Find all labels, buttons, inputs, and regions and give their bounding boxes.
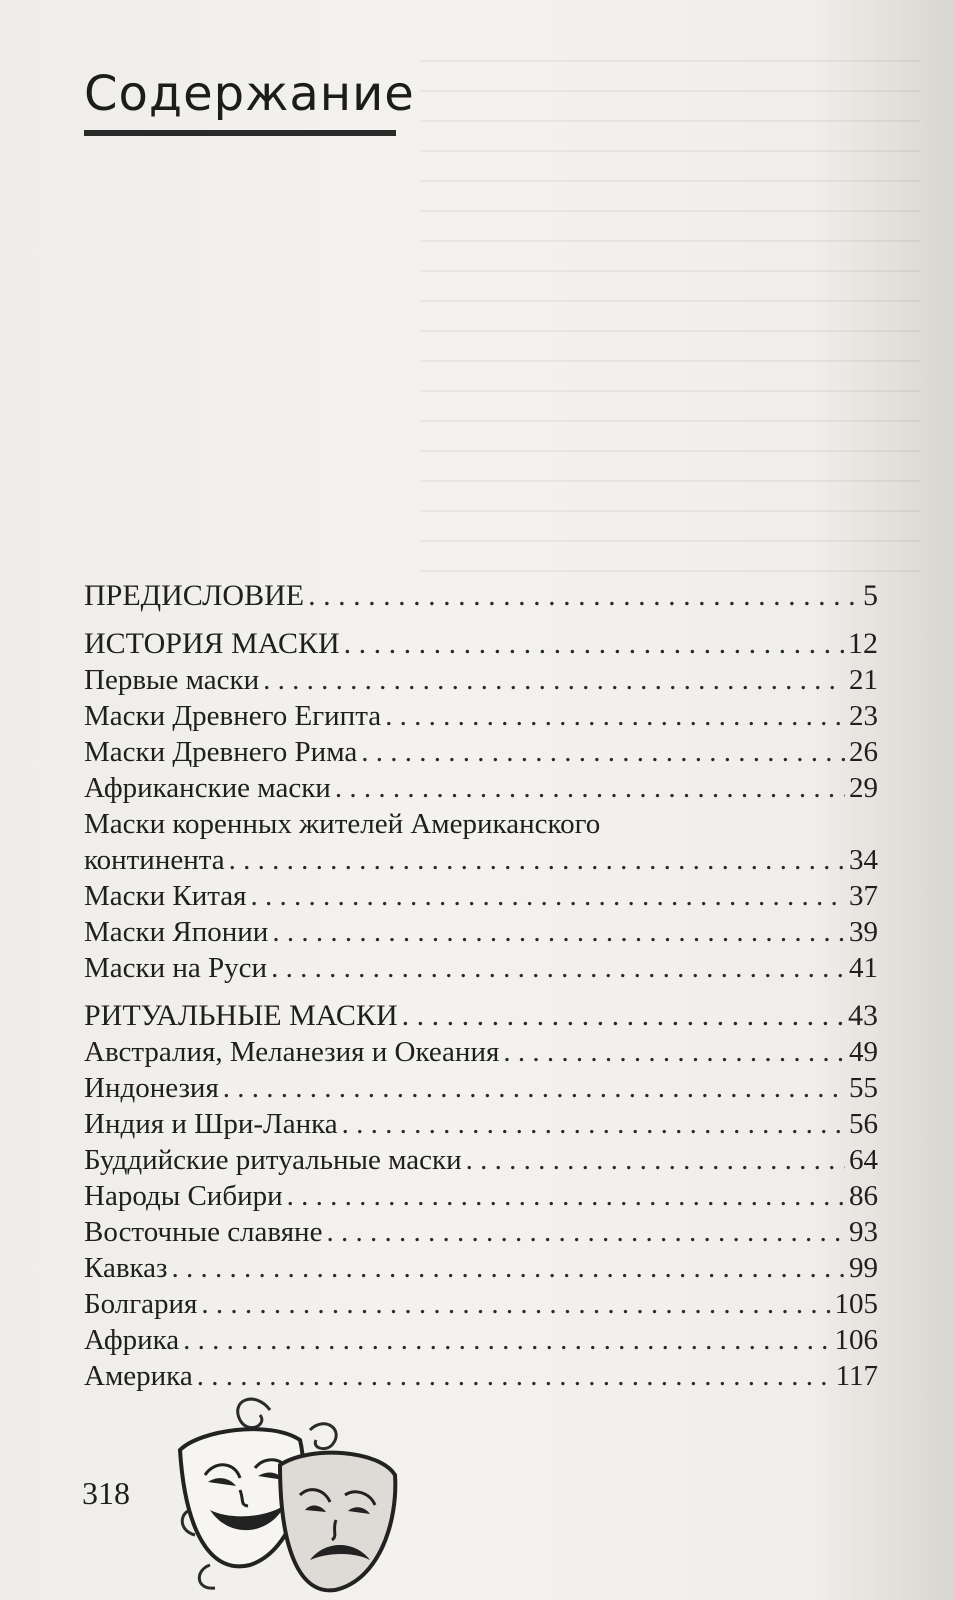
toc-entry-label: Кавказ	[84, 1252, 168, 1284]
toc-entry	[84, 1286, 878, 1322]
toc-entry-page: 55	[849, 1072, 878, 1104]
toc-entry-page: 21	[849, 664, 878, 696]
toc-entry-page: 93	[849, 1216, 878, 1248]
toc-section	[84, 998, 878, 1034]
toc-leader-dots	[287, 1178, 845, 1214]
toc-leader-dots	[223, 1070, 845, 1106]
toc-entry	[84, 950, 878, 986]
toc-leader-dots	[251, 878, 846, 914]
toc-leader-dots	[263, 662, 845, 698]
toc-entry-label: Австралия, Меланезия и Океания	[84, 1036, 500, 1068]
toc-entry-label: Маски Древнего Египта	[84, 700, 382, 732]
title-underline	[84, 130, 396, 136]
toc-entry	[84, 914, 878, 950]
toc-entry	[84, 1322, 878, 1358]
toc-entry-page: 99	[849, 1252, 878, 1284]
toc-entry-page: 105	[834, 1288, 878, 1320]
toc-leader-dots	[272, 914, 845, 950]
toc-leader-dots	[183, 1322, 830, 1358]
toc-leader-dots	[385, 698, 845, 734]
toc-entry-label: Маски Китая	[84, 880, 247, 912]
toc-entry-label: Индонезия	[84, 1072, 219, 1104]
toc-entry-label: Маски Японии	[84, 916, 269, 948]
page-number: 318	[82, 1475, 130, 1511]
toc-entry	[84, 698, 878, 734]
title-block	[84, 66, 415, 136]
toc-entry-page: 23	[849, 700, 878, 732]
toc-entry-page: 56	[849, 1108, 878, 1140]
toc-entry-label: РИТУАЛЬНЫЕ МАСКИ	[84, 999, 398, 1032]
toc-entry-label: Маски на Руси	[84, 952, 268, 984]
toc-entry-page: 5	[863, 579, 878, 612]
toc-entry-label: Индия и Шри-Ланка	[84, 1108, 338, 1140]
toc-leader-dots	[342, 1106, 845, 1142]
toc-entry-page: 34	[849, 844, 878, 876]
toc-leader-dots	[308, 578, 859, 614]
toc-leader-dots	[361, 734, 845, 770]
bleed-through-text	[420, 60, 920, 580]
toc-entry-label: Африка	[84, 1324, 180, 1356]
toc-entry-line: Маски коренных жителей Американского	[84, 808, 601, 840]
toc-entry-label: Первые маски	[84, 664, 260, 696]
toc-entry-label: Болгария	[84, 1288, 198, 1320]
toc-entry-label: Америка	[84, 1360, 193, 1392]
toc-entry-label: ИСТОРИЯ МАСКИ	[84, 627, 340, 660]
toc-entry	[84, 662, 878, 698]
toc-entry-page: 64	[849, 1144, 878, 1176]
toc-entry-label: Буддийские ритуальные маски	[84, 1144, 462, 1176]
toc-entry-page: 117	[835, 1360, 878, 1392]
toc-entry	[84, 734, 878, 770]
toc-entry	[84, 1070, 878, 1106]
page-title: Содержание	[84, 66, 415, 122]
toc-leader-dots	[344, 626, 844, 662]
toc-entry-page: 41	[849, 952, 878, 984]
toc-entry-page: 26	[849, 736, 878, 768]
toc-entry-page: 29	[849, 772, 878, 804]
toc-entry	[84, 842, 878, 878]
toc-entry-page: 37	[849, 880, 878, 912]
toc-leader-dots	[326, 1214, 845, 1250]
toc-entry-page: 106	[834, 1324, 878, 1356]
toc-leader-dots	[335, 770, 845, 806]
toc-leader-dots	[172, 1250, 845, 1286]
toc-section	[84, 626, 878, 662]
toc-entry	[84, 878, 878, 914]
toc-entry-page: 39	[849, 916, 878, 948]
toc-entry-page: 49	[849, 1036, 878, 1068]
toc-entry-label: Маски Древнего Рима	[84, 736, 358, 768]
toc-entry	[84, 1106, 878, 1142]
toc-leader-dots	[197, 1358, 832, 1394]
toc-entry	[84, 1250, 878, 1286]
toc-entry	[84, 770, 878, 806]
table-of-contents	[84, 578, 878, 1394]
toc-entry-label: Восточные славяне	[84, 1216, 323, 1248]
toc-entry-label: ПРЕДИСЛОВИЕ	[84, 579, 305, 612]
toc-leader-dots	[229, 842, 845, 878]
toc-entry-page: 12	[848, 627, 878, 660]
toc-entry-label: Народы Сибири	[84, 1180, 283, 1212]
toc-leader-dots	[402, 998, 844, 1034]
toc-leader-dots	[466, 1142, 845, 1178]
toc-entry	[84, 1142, 878, 1178]
toc-entry	[84, 1178, 878, 1214]
toc-entry-page: 43	[848, 999, 878, 1032]
toc-entry	[84, 1034, 878, 1070]
toc-entry	[84, 1358, 878, 1394]
toc-leader-dots	[503, 1034, 845, 1070]
toc-entry	[84, 1214, 878, 1250]
theatre-masks-icon	[160, 1390, 400, 1600]
toc-entry-page: 86	[849, 1180, 878, 1212]
toc-leader-dots	[271, 950, 845, 986]
toc-entry-label: Африканские маски	[84, 772, 331, 804]
toc-section	[84, 578, 878, 614]
toc-leader-dots	[201, 1286, 830, 1322]
toc-entry-label: континента	[84, 844, 225, 876]
